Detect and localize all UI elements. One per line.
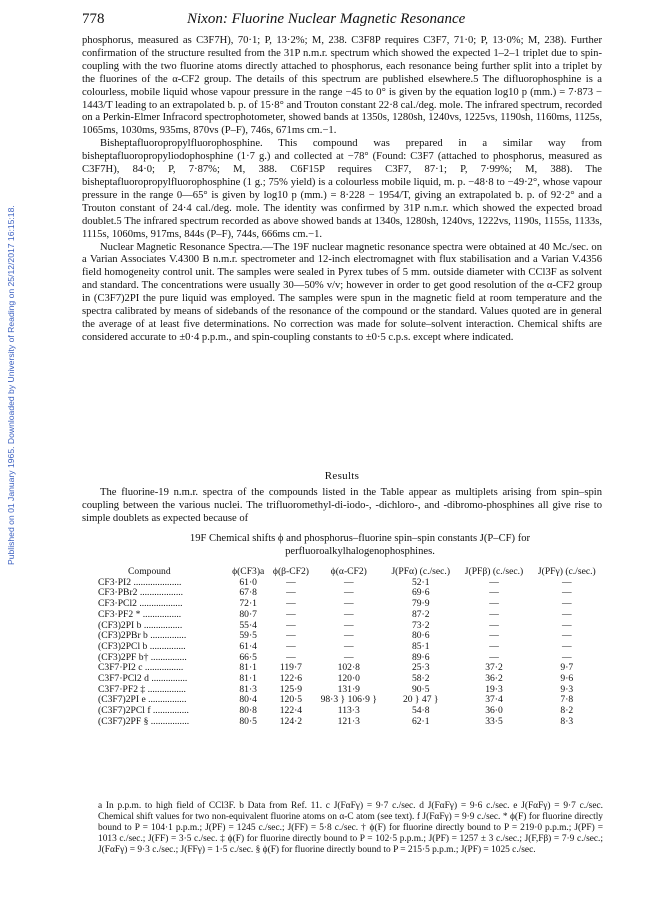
- table-cell: 7·8: [560, 694, 574, 706]
- table-cell: —: [489, 651, 499, 663]
- table-cell: —: [489, 619, 499, 631]
- header-phi-alpha-cf2: ϕ(α-CF2): [330, 566, 367, 577]
- paragraph-nmr-spectra: Nuclear Magnetic Resonance Spectra.—The 19F nuclear magnetic resonance spectra were obtained at 40 Mc./sec. on a Varian Associates V.4300 B n.m.r. spectrometer and 12-inch electromagnet with flux stabilisation and a Varian V.4356 field homogeneity control unit. The samples were sealed in Pyrex tubes of 5 mm. outside diameter with CCl3F as solvent and standard. The concentrations were usually 30—50% v/v; however in order to get good resolution of the α-CF2 group in (C3F7)2PI the pure liquid was employed. The samples were spun in the magnetic field at room temperature and the spectra calibrated by means of sidebands of the resonance of the compound or the standard. Values quoted are in general the average of at least five determinations. No correction was made for solute–solvent interaction. Chemical shifts are considered accurate to ±0·4 p.p.m., and spin-coupling constants to ±0·5 c.p.s. except where indicated.: [82, 241, 602, 343]
- table-cell: 66·5: [239, 651, 257, 663]
- table-cell: 87·2: [411, 608, 430, 620]
- table-cell: —: [343, 619, 354, 631]
- paragraph-bisheptafluoropropyl: Bisheptafluoropropylfluorophosphine. This compound was prepared in a similar way from bisheptafluoropropyliodophosphine (1·7 g.) and collected at −78° (Found: C3F7 (attached to phosphorus, measured as C3F7H), 84·0; P, 7·87%; M, 388. C6F15P requires C3F7, 87·1; P, 7·99%; M, 388). The bisheptafluoropropylfluorophosphine (1 g.; 75% yield) is a colourless mobile liquid, m. p. −48·8 to −49·2°, whose vapour pressure in the range 0—65° is given by log10 p (mm.) = 8·228 − 1954/T, giving an extrapolated b. p. of 92·2° and a Trouton constant of 24·4 cal./deg. mole. The identity was confirmed by 31P n.m.r. which showed the expected broad doublet.5 The infrared spectrum recorded as above showed bands at 1340s, 1280sh, 1240vs, 1222vs, 1190s, 1155s, 1133s, 1115s, 1060ms, 917ms, 844s (P–F), 744s, 666ms cm.−1.: [82, 138, 602, 240]
- table-cell: —: [343, 587, 354, 599]
- table-cell: 90·5: [411, 683, 430, 695]
- table-cell: —: [286, 651, 296, 663]
- table-cell: 37·4: [485, 694, 503, 706]
- running-header: Nixon: Fluorine Nuclear Magnetic Resonance: [187, 11, 466, 27]
- table-cell: 9·7: [560, 662, 574, 674]
- table-cell: 80·6: [411, 630, 430, 642]
- table-cell: 61·0: [239, 576, 257, 588]
- table-cell: 36·2: [485, 673, 503, 685]
- table-cell: —: [343, 608, 354, 620]
- header-j-pf-gamma: J(PFγ) (c./sec.): [537, 566, 596, 577]
- table-cell: 98·3 } 106·9 }: [320, 694, 377, 706]
- table-cell: —: [343, 576, 354, 588]
- table-cell: (CF3)2PI b ................: [98, 619, 183, 631]
- table-cell: 9·6: [560, 673, 574, 685]
- table-cell: —: [562, 619, 572, 631]
- table-cell: 55·4: [239, 619, 257, 631]
- table-cell: —: [562, 576, 572, 588]
- table-row: [98, 610, 603, 621]
- table-cell: —: [489, 587, 499, 599]
- table-cell: —: [562, 651, 572, 663]
- table-row: [98, 717, 603, 728]
- table-cell: (C3F7)2PI e ................: [98, 694, 187, 706]
- table-cell: 25·3: [411, 662, 430, 674]
- table-cell: 8·3: [560, 715, 574, 727]
- table-cell: 54·8: [411, 705, 430, 717]
- header-phi-beta-cf2: ϕ(β-CF2): [272, 566, 309, 577]
- table-cell: 69·6: [411, 587, 430, 599]
- table-cell: —: [343, 640, 354, 652]
- table-cell: —: [562, 640, 572, 652]
- table-cell: CF3·PF2 * ................: [98, 608, 182, 620]
- table-cell: 36·0: [485, 705, 503, 717]
- table-cell: 121·3: [337, 715, 360, 727]
- table-cell: —: [286, 608, 296, 620]
- table-cell: 59·5: [239, 630, 257, 642]
- table-cell: —: [562, 598, 572, 610]
- table-cell: (C3F7)2PF § ................: [98, 715, 190, 727]
- table-cell: 80·4: [239, 694, 257, 706]
- table-cell: —: [343, 651, 354, 663]
- table-cell: 81·3: [239, 683, 257, 695]
- table-cell: 20 } 47 }: [402, 694, 439, 706]
- table-cell: 9·3: [560, 683, 574, 695]
- table-cell: 67·8: [239, 587, 257, 599]
- table-cell: C3F7·PF2 ‡ ................: [98, 683, 186, 695]
- table-cell: —: [286, 587, 296, 599]
- table-cell: —: [562, 587, 572, 599]
- table-cell: 58·2: [411, 673, 430, 685]
- table-cell: —: [562, 630, 572, 642]
- table-cell: 19·3: [485, 683, 503, 695]
- table-cell: 52·1: [411, 576, 430, 588]
- table-cell: CF3·PBr2 ..................: [98, 587, 184, 599]
- download-watermark: Published on 01 January 1965. Downloaded by University of Reading on 25/12/2017 16:15:18.: [6, 205, 16, 565]
- body-text: [82, 35, 602, 345]
- table-cell: —: [489, 576, 499, 588]
- table-cell: 122·6: [279, 673, 303, 685]
- table-cell: 113·3: [337, 705, 360, 717]
- table-cell: 73·2: [411, 619, 430, 631]
- table-cell: —: [343, 630, 354, 642]
- table-cell: 80·8: [239, 705, 257, 717]
- table-cell: 81·1: [239, 673, 257, 685]
- table-cell: —: [286, 630, 296, 642]
- table-cell: 61·4: [239, 640, 257, 652]
- table-cell: 120·0: [337, 673, 360, 685]
- table-cell: 122·4: [279, 705, 303, 717]
- table-cell: —: [562, 608, 572, 620]
- table-cell: 80·5: [239, 715, 257, 727]
- table-cell: 80·7: [239, 608, 257, 620]
- table-cell: CF3·PCl2 ..................: [98, 598, 183, 610]
- header-compound: Compound: [128, 566, 171, 577]
- table-cell: C3F7·PCl2 d ...............: [98, 673, 188, 685]
- table-cell: —: [489, 640, 499, 652]
- table-cell: 62·1: [411, 715, 430, 727]
- table-cell: (CF3)2PF b† ...............: [98, 651, 187, 663]
- table-cell: —: [489, 608, 499, 620]
- results-paragraph: The fluorine-19 n.m.r. spectra of the compounds listed in the Table appear as multiplets arising from spin–spin coupling between the various nuclei. The trifluoromethyl-di-iodo-, -dichloro-, and -dibromo-phosphines all give rise to simple doublets as expected because of: [82, 487, 602, 524]
- page-number: 778: [82, 11, 105, 27]
- header-j-pf-beta: J(PFβ) (c./sec.): [464, 566, 524, 577]
- table-cell: 89·6: [411, 651, 430, 663]
- results-heading: Results: [324, 470, 360, 482]
- paragraph-difluorophosphine: phosphorus, measured as C3F7H), 70·1; P, 13·2%; M, 238. C3F8P requires C3F7, 71·0; P, 13·0%; M, 238). Further confirmation of the structure resulted from the 31P n.m.r. spectrum which showed the expected 1–2–1 triplet due to spin-coupling with the two fluorine atoms directly attached to phosphorus, each resonance being further split into a triplet by the fluorines of the α-CF2 group. The details of this spectrum are published elsewhere.5 The difluorophosphine is a colourless, mobile liquid whose vapour pressure in the range −45 to 0° is given by the equation log10 p (mm.) = 7·873 − 1443/T leading to an extrapolated b. p. of 15·8° and Trouton constant 22·8 cal./deg. mole. The infrared spectrum, recorded on a Perkin-Elmer Infracord spectrophotometer, showed bands at 1350s, 1280sh, 1240vs, 1225vs, 1190sh, 1160ms, 1125s, 1065ms, 1030ms, 935ms, 870vs (P–F), 746s, 671ms cm.−1.: [82, 35, 602, 137]
- table-cell: —: [286, 619, 296, 631]
- table-cell: —: [286, 640, 296, 652]
- table-cell: CF3·PI2 ....................: [98, 576, 182, 588]
- header-j-pf-alpha: J(PFα) (c./sec.): [391, 566, 451, 577]
- table-caption: 19F Chemical shifts ϕ and phosphorus–fluorine spin–spin constants J(P–CF) for perfluoroalkylhalogenophosphines.: [189, 533, 531, 557]
- table-cell: (CF3)2PBr b ...............: [98, 630, 187, 642]
- table-cell: 102·8: [337, 662, 360, 674]
- table-cell: 79·9: [411, 598, 430, 610]
- table-cell: (C3F7)2PCl f ...............: [98, 705, 189, 717]
- table-cell: —: [489, 630, 499, 642]
- table-cell: 119·7: [279, 662, 302, 674]
- table-cell: C3F7·PI2 c ................: [98, 662, 184, 674]
- table-cell: —: [286, 598, 296, 610]
- table-cell: 85·1: [411, 640, 430, 652]
- table-cell: —: [286, 576, 296, 588]
- shift-table: [98, 567, 603, 728]
- table-cell: —: [489, 598, 499, 610]
- table-cell: —: [343, 598, 354, 610]
- table-cell: 131·9: [337, 683, 360, 695]
- table-cell: 72·1: [239, 598, 257, 610]
- table-cell: 124·2: [279, 715, 303, 727]
- header-phi-cf3: ϕ(CF3)a: [232, 566, 265, 577]
- table-cell: 120·5: [279, 694, 303, 706]
- table-cell: 37·2: [485, 662, 503, 674]
- table-cell: (CF3)2PCl b ...............: [98, 640, 186, 652]
- table-cell: 81·1: [239, 662, 257, 674]
- table-cell: 33·5: [485, 715, 503, 727]
- table-cell: 8·2: [560, 705, 574, 717]
- table-cell: 125·9: [279, 683, 303, 695]
- table-footnotes: a In p.p.m. to high field of CCl3F. b Data from Ref. 11. c J(FαFγ) = 9·7 c./sec. d J(FαFγ) = 9·6 c./sec. e J(FαFγ) = 9·7 c./sec. Chemical shift values for two non-equivalent fluorine atoms on α-C atom (see text). f J(FαFγ) = 9·9 c./sec. * ϕ(F) for fluorine directly bound to P = 104·1 p.p.m.; J(PF) = 1245 c./sec.; J(FF) = 5·8 c./sec. † ϕ(F) for fluorine directly bound to P = 219·0 p.p.m.; J(PF) = 1013 c./sec.; J(FF) = 3·5 c./sec. ‡ ϕ(F) for fluorine directly bound to P = 102·5 p.p.m.; J(PF) = 1257 ± 3 c./sec.; J(F,Fβ) = 7·9 c./sec.; J(FαFγ) = 9·3 c./sec.; J(FFγ) = 1·5 c./sec. § ϕ(F) for fluorine directly bound to P = 215·5 p.p.m.; J(PF) = 1025 c./sec.: [98, 801, 603, 855]
